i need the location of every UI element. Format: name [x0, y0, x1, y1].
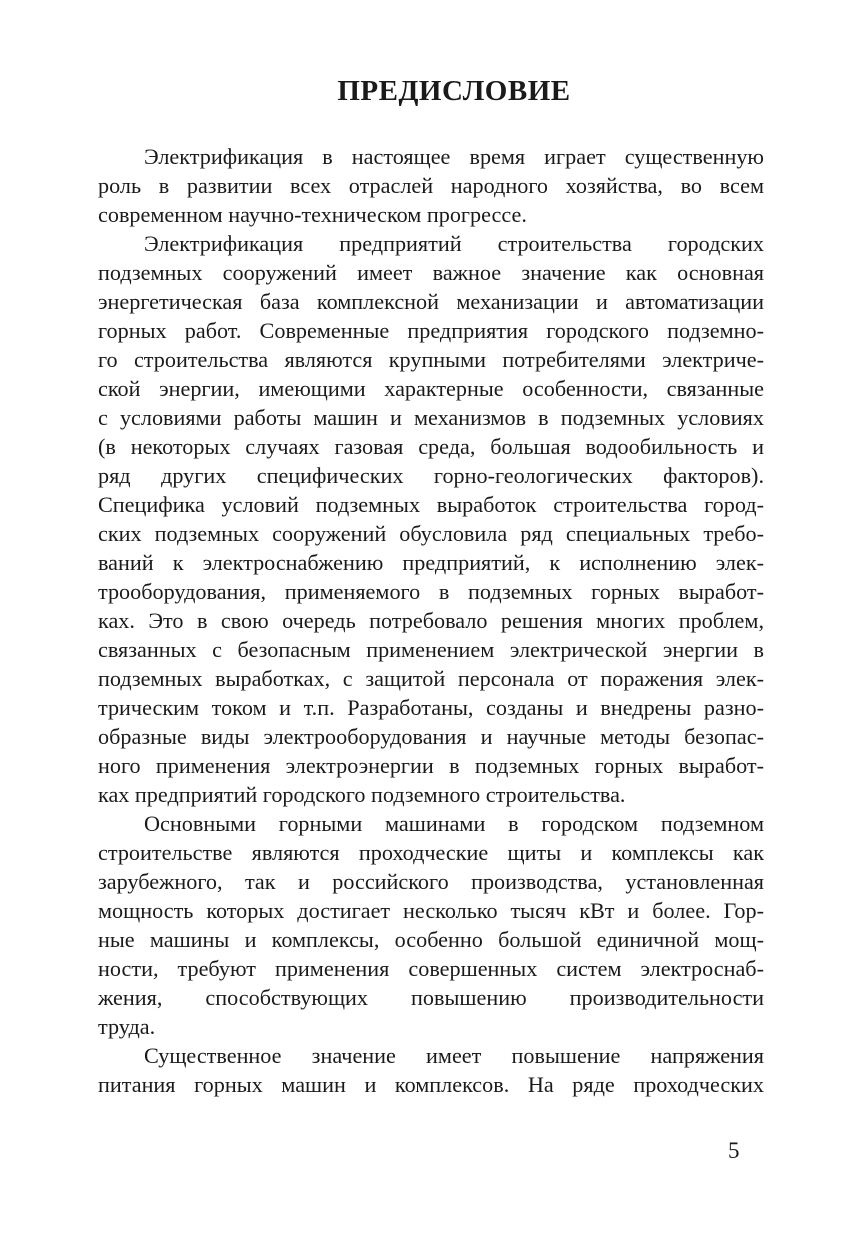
text-line: трическим током и т.п. Разработаны, созданы и внедрены разно-: [98, 695, 764, 720]
text-line: Специфика условий подземных выработок строительства город-: [98, 492, 764, 517]
text-line: Основными горными машинами в городском подземном: [144, 811, 764, 836]
text-line: современном научно-техническом прогрессе.: [98, 202, 527, 227]
paragraph: [98, 1041, 764, 1099]
paragraph: [98, 142, 764, 229]
text-line: Электрификация в настоящее время играет существенную: [144, 144, 764, 169]
text-line: ности, требуют применения совершенных систем электроснаб-: [98, 956, 764, 981]
text-line: энергетическая база комплексной механизации и автоматизации: [98, 289, 764, 314]
text-line: трооборудования, применяемого в подземных горных выработ-: [98, 579, 764, 604]
text-line: мощность которых достигает несколько тысяч кВт и более. Гор-: [98, 898, 764, 923]
text-line: строительстве являются проходческие щиты и комплексы как: [98, 840, 764, 865]
text-line: труда.: [98, 1014, 156, 1039]
text-line: жения, способствующих повышению производительности: [98, 985, 764, 1010]
text-line: ные машины и комплексы, особенно большой единичной мощ-: [98, 927, 764, 952]
paragraph: [98, 809, 764, 1041]
text-line: образные виды электрооборудования и научные методы безопас-: [98, 724, 764, 749]
text-line: го строительства являются крупными потребителями электриче-: [98, 347, 764, 372]
text-line: ного применения электроэнергии в подземных горных выработ-: [98, 753, 764, 778]
text-line: горных работ. Современные предприятия городского подземно-: [98, 318, 764, 343]
text-line: (в некоторых случаях газовая среда, большая водообильность и: [98, 434, 764, 459]
text-line: Электрификация предприятий строительства городских: [144, 231, 764, 256]
text-line: роль в развитии всех отраслей народного хозяйства, во всем: [98, 173, 764, 198]
text-line: ряд других специфических горно-геологических факторов).: [98, 463, 764, 488]
text-line: подземных выработках, с защитой персонала от поражения элек-: [98, 666, 764, 691]
body-text: [98, 142, 764, 1099]
text-line: подземных сооружений имеет важное значение как основная: [98, 260, 764, 285]
text-line: ках. Это в свою очередь потребовало решения многих проблем,: [98, 608, 764, 633]
text-line: с условиями работы машин и механизмов в подземных условиях: [98, 405, 764, 430]
text-line: Существенное значение имеет повышение напряжения: [144, 1043, 764, 1068]
text-line: зарубежного, так и российского производства, установленная: [98, 869, 764, 894]
text-line: ских подземных сооружений обусловила ряд специальных требо-: [98, 521, 764, 546]
chapter-title: ПРЕДИСЛОВИЕ: [337, 75, 571, 107]
text-line: ской энергии, имеющими характерные особенности, связанные: [98, 376, 764, 401]
page-number: 5: [728, 1138, 740, 1163]
text-line: питания горных машин и комплексов. На ряде проходческих: [98, 1072, 764, 1097]
text-line: ваний к электроснабжению предприятий, к исполнению элек-: [98, 550, 764, 575]
text-line: ках предприятий городского подземного строительства.: [98, 782, 626, 807]
paragraph: [98, 229, 764, 809]
text-line: связанных с безопасным применением электрической энергии в: [98, 637, 764, 662]
